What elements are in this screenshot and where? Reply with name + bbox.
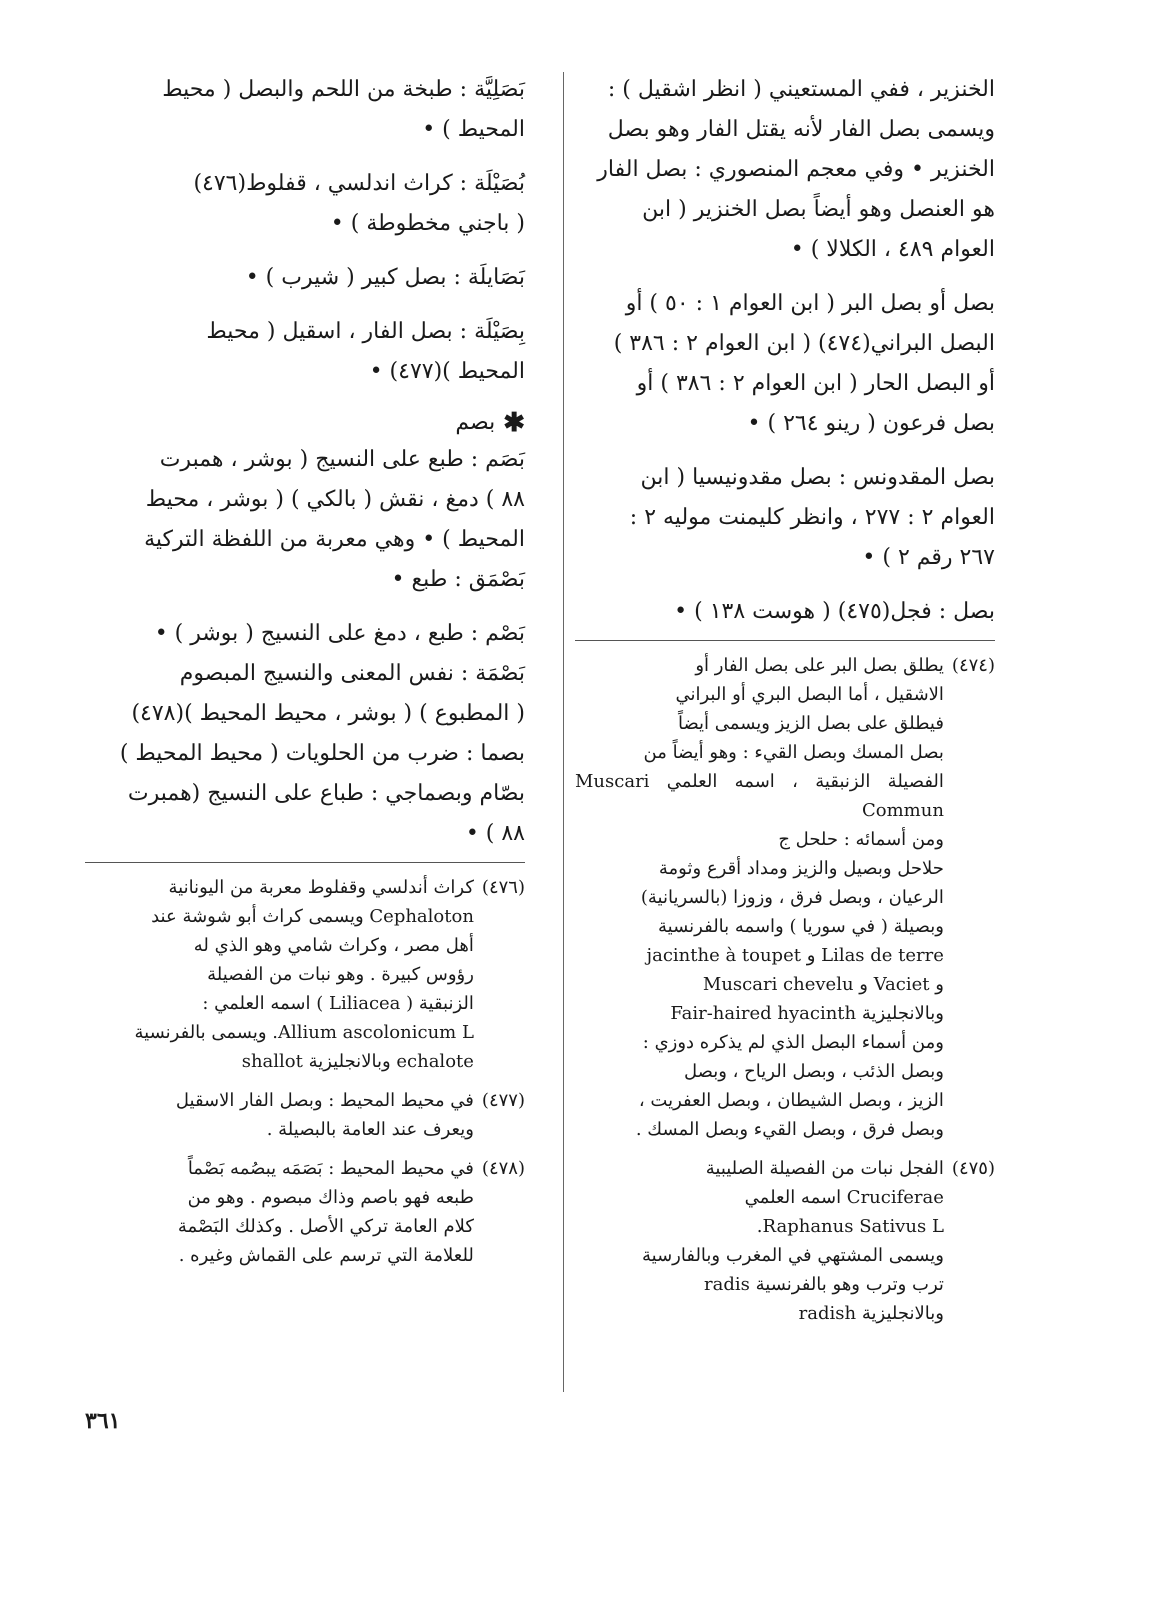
footnote-number: (٤٧٤) [951,655,995,676]
section-header [85,406,525,440]
entry-bsl-fijl: بصل : فجل(٤٧٥) ( هوست ١٣٨ ) • [674,599,995,624]
footnote-text: يطلق بصل البر على بصل الفار أو الاشقيل ، أما البصل البري أو البراني فيطلق على بصل الزيز ويسمى أيضاً بصل المسك وبصل القيء : وهو أيضاً من الفصيلة الزنبقية ، اسمه العلمي Muscari Commun ومن أسمائه : حلحل ج حلاحل وبصيل والزيز ومداد أقرع وثومة الرعيان ، وبصل فرق ، وزوزا (بالسريانية) وبصيلة ( في سوريا ) واسمه بالفرنسية Lilas de terre و jacinthe à toupet و Vaciet و Muscari chevelu وبالانجليزية Fair-haired hyacinth ومن أسماء البصل الذي لم يذكره دوزي : وبصل الذئب ، وبصل الرياح ، وبصل الزيز ، وبصل الشيطان ، وبصل العفريت ، وبصل فرق ، وبصل القيء وبصل المسك . [575,655,944,1140]
footnote-text: الفجل نبات من الفصيلة الصليبية Cruciferae اسمه العلمي Raphanus Sativus L. ويسمى المشتهي في المغرب وبالفارسية ترب وترب وهو بالفرنسية radis وبالانجليزية radish [642,1158,944,1324]
right-column [575,70,995,1338]
footnote-divider-right [575,640,995,641]
footnote-475 [575,1154,995,1328]
entry-basayla: بَصَايلَة : بصل كبير ( شيرب ) • [245,265,525,290]
entry-basaliyya: بَصَلِيَّة : طبخة من اللحم والبصل ( محيط المحيط ) • [162,77,525,142]
footnote-476 [85,873,525,1076]
entry-bsl-barr: بصل أو بصل البر ( ابن العوام ١ : ٥٠ ) أو البصل البراني(٤٧٤) ( ابن العوام ٢ : ٣٨٦ ) أو البصل الحار ( ابن العوام ٢ : ٣٨٦ ) أو بصل فرعون ( رينو ٢٦٤ ) • [613,291,995,436]
column-divider [563,72,564,1392]
entry-basam: بَصَم : طبع على النسيج ( بوشر ، همبرت ٨٨ ) دمغ ، نقش ( بالكي ) ( بوشر ، محيط المحيط ) • وهي معربة من اللفظة التركية بَصْمَق : طبع • [144,447,525,592]
entry-basm: بَصْم : طبع ، دمغ على النسيج ( بوشر ) • بَصْمَة : نفس المعنى والنسيج المبصوم ( المطبوع ) ( بوشر ، محيط المحيط )(٤٧٨) بصما : ضرب من الحلويات ( محيط المحيط ) بصّام وبصماجي : طباع على النسيج (همبرت ٨٨ ) • [119,621,525,846]
footnote-text: في محيط المحيط : بَصَمَه يبصُمه بَصْماً طبعه فهو باصم وذاك مبصوم . وهو من كلام العامة تركي الأصل . وكذلك البَصْمة للعلامة التي ترسم على القماش وغيره . [177,1158,474,1266]
footnote-478 [85,1154,525,1270]
entry-bisayla: بِصَيْلَة : بصل الفار ، اسقيل ( محيط المحيط )(٤٧٧) • [206,319,525,384]
footnote-number: (٤٧٧) [481,1090,525,1111]
footnote-474 [575,651,995,1144]
footnote-divider-left [85,862,525,863]
entry-busayla: بُصَيْلَة : كراث اندلسي ، قفلوط(٤٧٦) ( باجني مخطوطة ) • [193,171,525,236]
page-number: ٣٦١ [85,1408,121,1434]
asterisk-icon: ✱ [503,408,525,438]
footnote-number: (٤٧٥) [951,1158,995,1179]
entry-bsl-khinzir: الخنزير ، ففي المستعيني ( انظر اشقيل ) : ويسمى بصل الفار لأنه يقتل الفار وهو بصل الخنزير • وفي معجم المنصوري : بصل الفار هو العنصل وهو أيضاً بصل الخنزير ( ابن العوام ٤٨٩ ، الكلالا ) • [597,77,995,262]
footnote-text: في محيط المحيط : وبصل الفار الاسقيل ويعرف عند العامة بالبصيلة . [175,1090,474,1140]
footnote-number: (٤٧٨) [481,1158,525,1179]
footnote-number: (٤٧٦) [481,877,525,898]
section-header-word: بصم [455,410,496,435]
footnote-477 [85,1086,525,1144]
entry-bsl-maqdunis: بصل المقدونس : بصل مقدونيسيا ( ابن العوام ٢ : ٢٧٧ ، وانظر كليمنت موليه ٢ : ٢٦٧ رقم ٢ ) • [629,465,995,570]
left-column [85,70,525,1280]
footnote-text: كراث أندلسي وقفلوط معربة من اليونانية Cephaloton ويسمى كراث أبو شوشة عند أهل مصر ، وكراث شامي وهو الذي له رؤوس كبيرة . وهو نبات من الفصيلة الزنبقية ( Liliacea ) اسمه العلمي : Allium ascolonicum L. ويسمى بالفرنسية echalote وبالانجليزية shallot [134,877,474,1072]
